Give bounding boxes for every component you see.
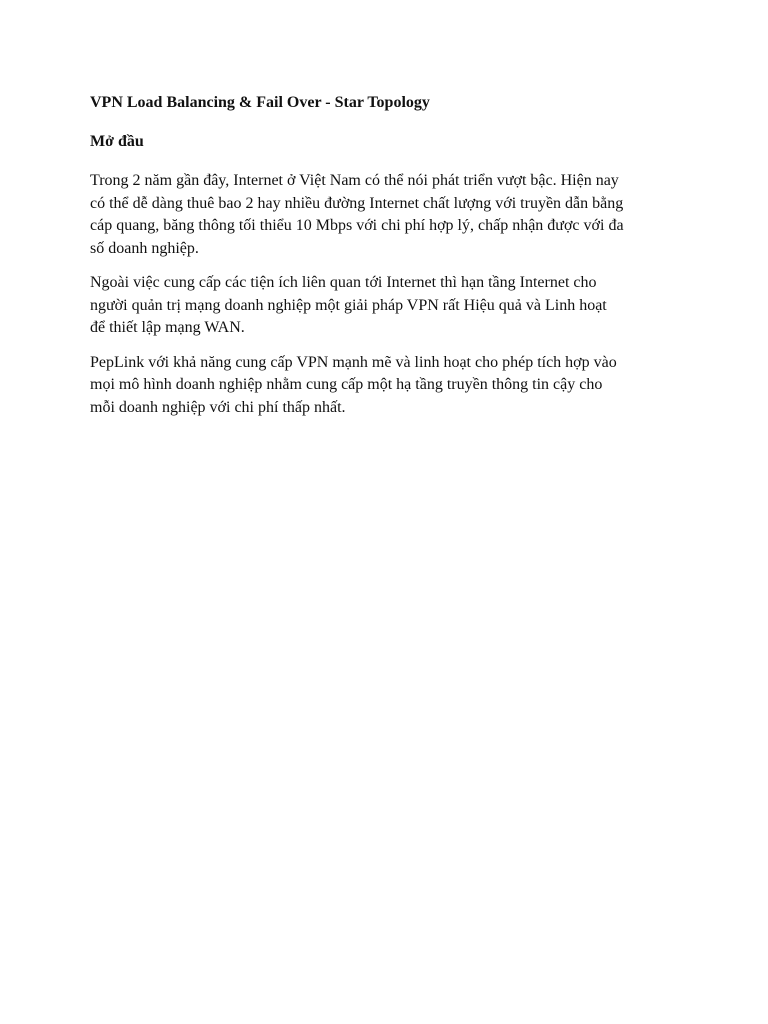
paragraph-line: để thiết lập mạng WAN. xyxy=(90,319,245,336)
paragraph-line: cáp quang, băng thông tối thiểu 10 Mbps với chi phí hợp lý, chấp nhận được với đa xyxy=(90,217,624,234)
paragraph-2 xyxy=(90,272,690,340)
document-title: VPN Load Balancing & Fail Over - Star Topology xyxy=(90,94,430,111)
paragraph-line: Ngoài việc cung cấp các tiện ích liên quan tới Internet thì hạn tầng Internet cho xyxy=(90,274,597,291)
paragraph-line: PepLink với khả năng cung cấp VPN mạnh mẽ và linh hoạt cho phép tích hợp vào xyxy=(90,353,617,371)
paragraph-line: Trong 2 năm gần đây, Internet ở Việt Nam có thể nói phát triển vượt bậc. Hiện nay xyxy=(90,172,619,189)
paragraph-line: mỗi doanh nghiệp với chi phí thấp nhất. xyxy=(90,398,346,416)
document-page xyxy=(90,92,690,431)
section-heading: Mở đầu xyxy=(90,133,144,150)
paragraph-1 xyxy=(90,170,690,260)
paragraph-line: số doanh nghiệp. xyxy=(90,239,199,257)
paragraph-line: người quản trị mạng doanh nghiệp một giải pháp VPN rất Hiệu quả và Linh hoạt xyxy=(90,296,607,314)
paragraph-3 xyxy=(90,352,690,420)
paragraph-line: có thể dễ dàng thuê bao 2 hay nhiều đường Internet chất lượng với truyền dẫn bằng xyxy=(90,194,624,212)
paragraph-line: mọi mô hình doanh nghiệp nhằm cung cấp một hạ tầng truyền thông tin cậy cho xyxy=(90,376,603,393)
